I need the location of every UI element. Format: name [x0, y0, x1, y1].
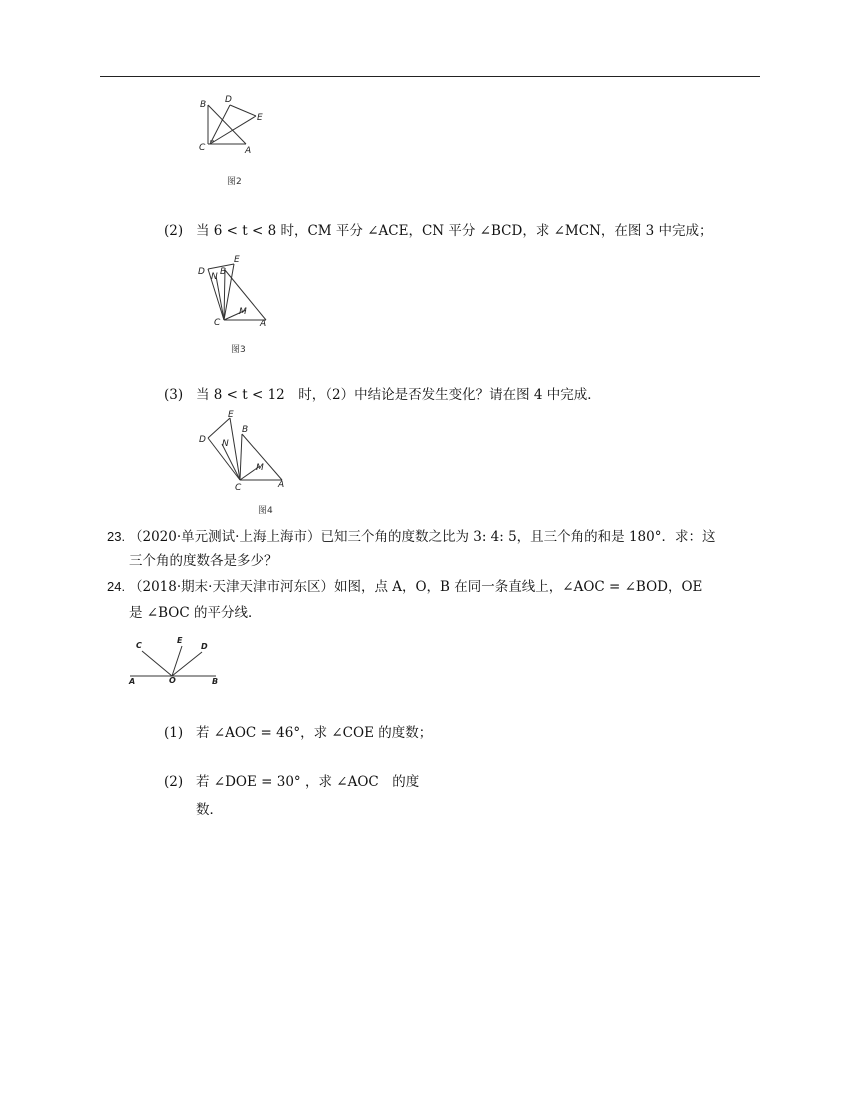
- q22-part2-number: (2): [164, 223, 184, 239]
- fig24-label-o: O: [169, 676, 176, 685]
- fig24-label-e: E: [177, 636, 183, 645]
- q24-part2-number: (2): [164, 774, 184, 790]
- fig24-label-b: B: [212, 677, 219, 686]
- q24-line2: 是 ∠BOC 的平分线．: [129, 605, 262, 621]
- fig3-label-b: B: [220, 267, 227, 277]
- q24-part1-text: 若 ∠AOC = 46°，求 ∠COE 的度数；: [196, 725, 433, 741]
- figure-3: [194, 252, 284, 332]
- figure-2: [190, 92, 280, 156]
- q24-line1: （2018·期末·天津天津市河东区）如图，点 A，O，B 在同一条直线上，∠AOC = ∠BOD，OE: [129, 579, 703, 595]
- q22-part3-text: 当 8 < t < 12 时，（2）中结论是否发生变化？请在图 4 中完成．: [196, 387, 601, 403]
- fig3-label-m: M: [239, 307, 247, 317]
- fig4-label-n: N: [222, 439, 229, 449]
- figure-2-caption: 图2: [227, 177, 242, 187]
- fig3-label-e: E: [234, 255, 240, 265]
- fig4-label-d: D: [199, 435, 206, 445]
- fig2-label-a: A: [245, 146, 252, 156]
- q24-part2-text-line2: 数．: [196, 802, 223, 818]
- q22-part3-number: (3): [164, 387, 184, 403]
- fig4-label-a: A: [278, 480, 285, 490]
- fig4-label-e: E: [228, 410, 234, 420]
- fig24-label-c: C: [136, 641, 142, 650]
- fig2-label-b: B: [200, 100, 207, 110]
- fig2-label-e: E: [257, 113, 263, 123]
- fig24-label-a: A: [129, 677, 136, 686]
- figure-q24: [126, 634, 226, 686]
- fig4-label-c: C: [235, 483, 242, 492]
- q24-part1-number: (1): [164, 725, 184, 741]
- fig2-label-c: C: [199, 143, 206, 153]
- figure-4: [194, 408, 294, 492]
- header-rule: [100, 76, 760, 77]
- fig3-label-n: N: [211, 272, 218, 282]
- fig24-label-d: D: [201, 642, 208, 651]
- fig4-label-b: B: [242, 425, 249, 435]
- q23-number: 23.: [107, 529, 126, 544]
- q23-line2: 三个角的度数各是多少？: [129, 553, 278, 569]
- fig4-label-m: M: [256, 463, 264, 473]
- figure-3-caption: 图3: [231, 345, 246, 355]
- q22-part2-text: 当 6 < t < 8 时，CM 平分 ∠ACE，CN 平分 ∠BCD，求 ∠MCN，在图 3 中完成；: [196, 223, 713, 239]
- q24-number: 24.: [107, 579, 126, 594]
- q23-line1: （2020·单元测试·上海上海市）已知三个角的度数之比为 3: 4: 5，且三个角的和是 180°．求：这: [129, 529, 716, 545]
- fig2-label-d: D: [225, 95, 232, 105]
- fig3-label-c: C: [214, 318, 221, 328]
- figure-4-caption: 图4: [258, 506, 273, 516]
- fig3-label-a: A: [260, 319, 267, 329]
- fig3-label-d: D: [198, 267, 205, 277]
- q24-part2-text-line1: 若 ∠DOE = 30° ，求 ∠AOC 的度: [196, 774, 420, 790]
